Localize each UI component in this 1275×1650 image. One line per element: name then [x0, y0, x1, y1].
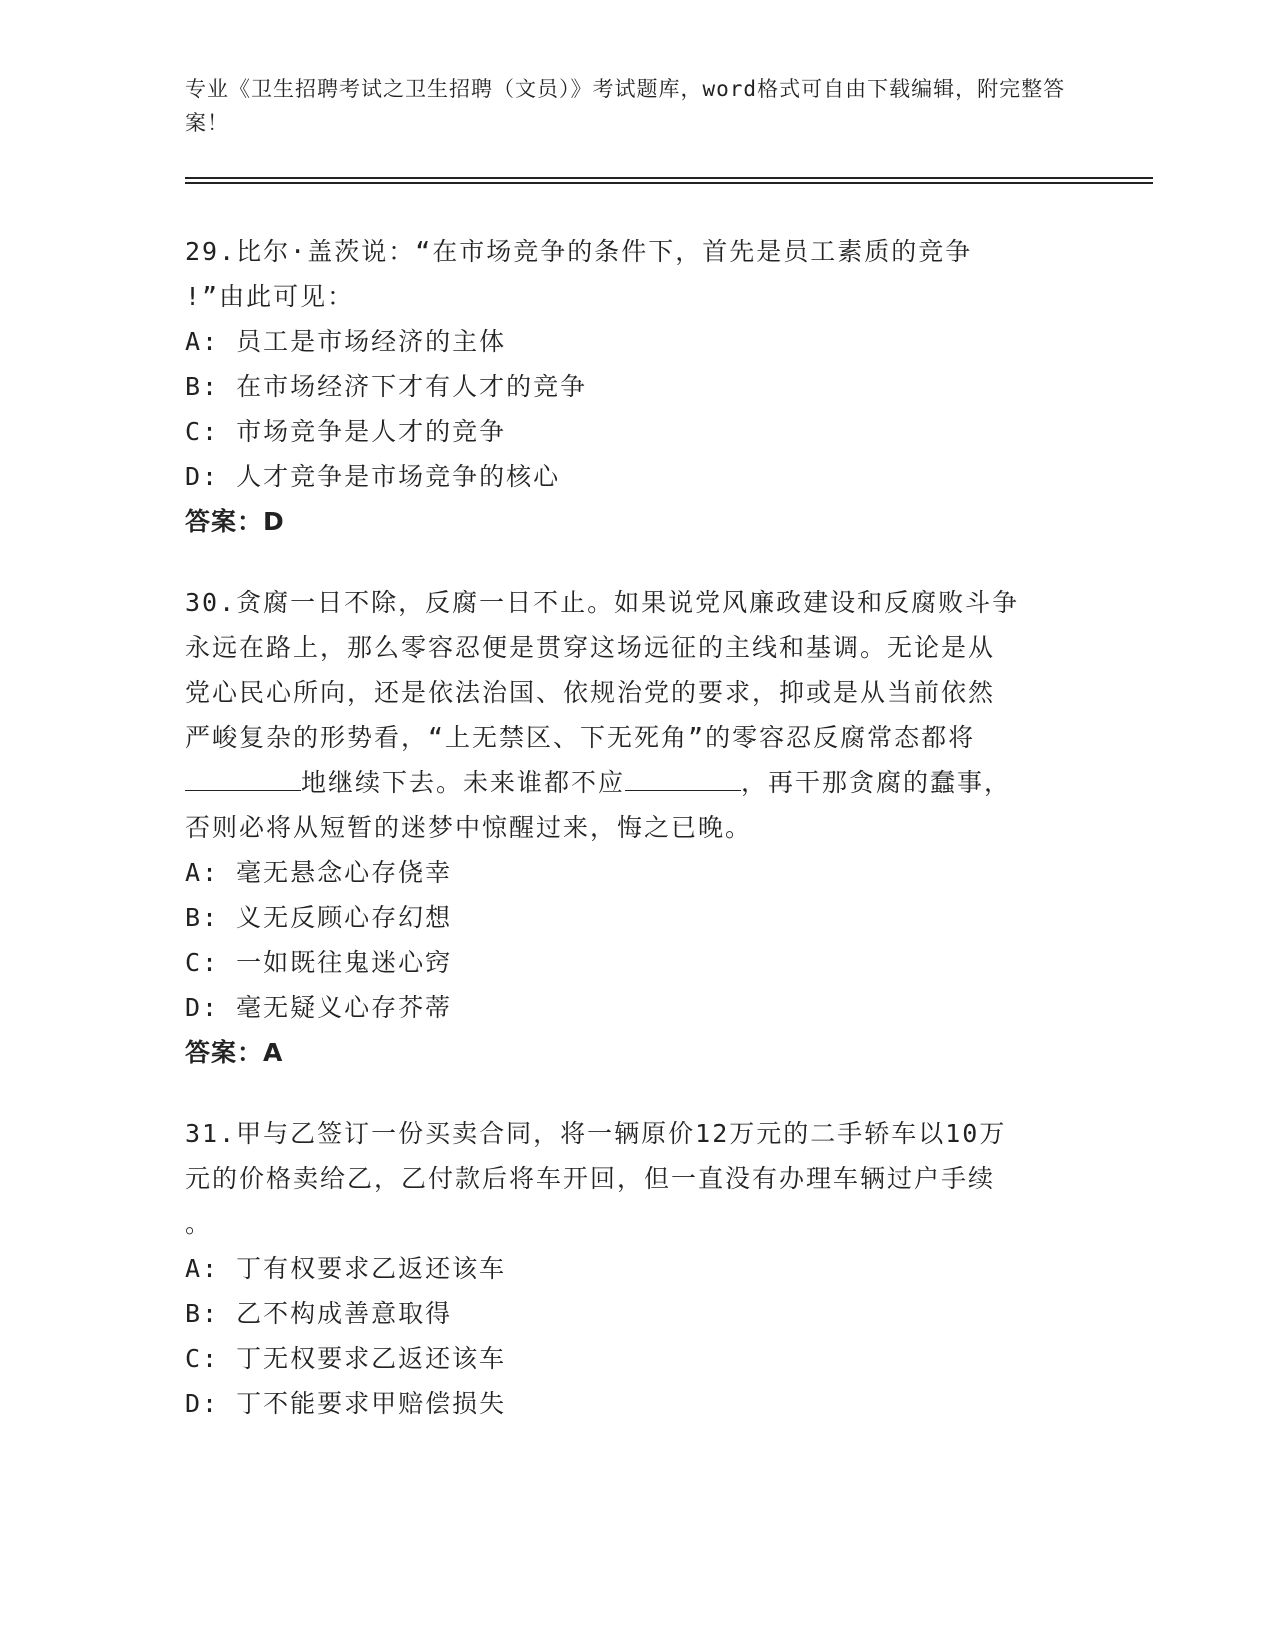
option-c: C: 市场竞争是人才的竞争 [185, 417, 507, 446]
option-c: C: 丁无权要求乙返还该车 [185, 1344, 507, 1373]
option-d: D: 丁不能要求甲赔偿损失 [185, 1389, 507, 1418]
fill-in-blank [625, 766, 741, 791]
question-stem-line: 否则必将从短暂的迷梦中惊醒过来，悔之已晚。 [185, 813, 753, 842]
option-b: B: 乙不构成善意取得 [185, 1299, 453, 1328]
header-divider-bottom [185, 182, 1153, 184]
question-stem-line: 30.贪腐一日不除，反腐一日不止。如果说党风廉政建设和反腐败斗争 [185, 588, 1020, 617]
header-divider-top [185, 177, 1153, 179]
option-b: B: 义无反顾心存幻想 [185, 903, 453, 932]
option-d: D: 毫无疑义心存芥蒂 [185, 993, 453, 1022]
blank-line-text: 地继续下去。未来谁都不应 [301, 768, 626, 797]
question-stem-line: !”由此可见： [185, 282, 355, 311]
question-stem-blank-line [185, 760, 1085, 805]
question-stem-line: 元的价格卖给乙，乙付款后将车开回，但一直没有办理车辆过户手续 [185, 1164, 996, 1193]
question-30 [185, 580, 1085, 1075]
answer-label: 答案：D [185, 507, 285, 536]
question-stem-line: 严峻复杂的形势看，“上无禁区、下无死角”的零容忍反腐常态都将 [185, 723, 976, 752]
blank-line-text: ，再干那贪腐的蠢事， [741, 768, 1012, 797]
option-a: A: 毫无悬念心存侥幸 [185, 858, 453, 887]
option-a: A: 员工是市场经济的主体 [185, 327, 507, 356]
option-a: A: 丁有权要求乙返还该车 [185, 1254, 507, 1283]
option-c: C: 一如既往鬼迷心窍 [185, 948, 453, 977]
fill-in-blank [185, 766, 301, 791]
answer-label: 答案：A [185, 1038, 284, 1067]
question-stem-line: 永远在路上，那么零容忍便是贯穿这场远征的主线和基调。无论是从 [185, 633, 996, 662]
question-stem-line: 党心民心所向，还是依法治国、依规治党的要求，抑或是从当前依然 [185, 678, 996, 707]
document-header: 专业《卫生招聘考试之卫生招聘（文员）》考试题库，word格式可自由下载编辑，附完整答案！ [185, 77, 1066, 135]
option-b: B: 在市场经济下才有人才的竞争 [185, 372, 588, 401]
question-stem-line: 。 [185, 1209, 213, 1238]
question-stem-line: 29.比尔·盖茨说：“在市场竞争的条件下，首先是员工素质的竞争 [185, 237, 973, 266]
question-stem-line: 31.甲与乙签订一份买卖合同，将一辆原价12万元的二手轿车以10万 [185, 1119, 1007, 1148]
question-31 [185, 1111, 1085, 1426]
option-d: D: 人才竞争是市场竞争的核心 [185, 462, 561, 491]
question-29 [185, 229, 1085, 544]
